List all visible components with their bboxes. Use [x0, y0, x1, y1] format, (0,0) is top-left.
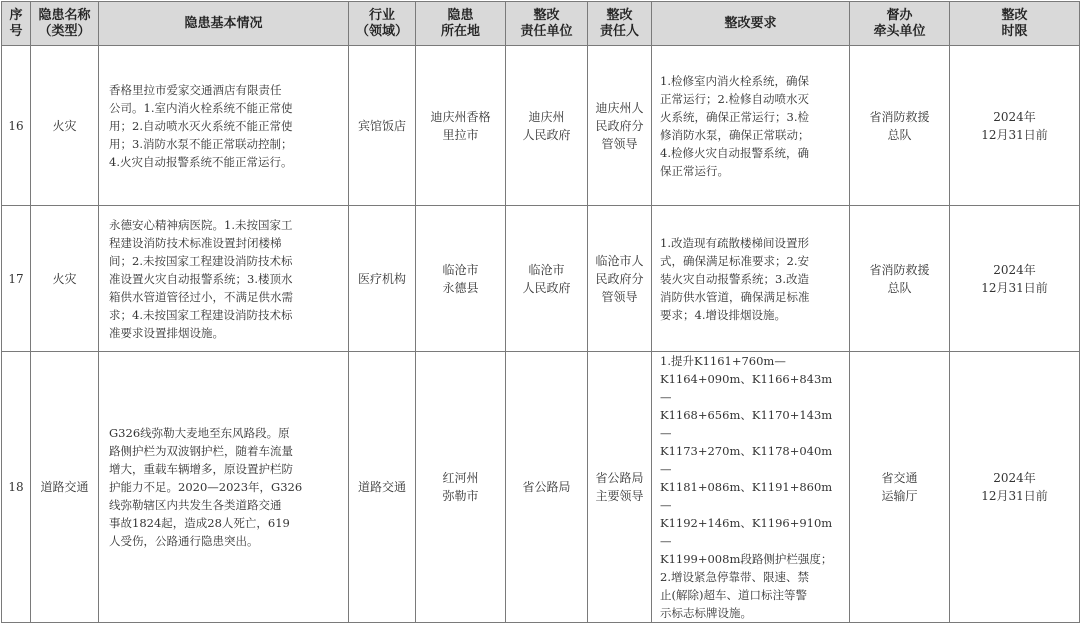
row-type-line: 火灾: [52, 118, 77, 133]
row-requirement: [652, 206, 850, 352]
row-deadline-line: 2024年: [993, 109, 1036, 124]
row-requirement-line: K1164+090m、K1166+843m—: [660, 372, 833, 404]
row-lead-line: 总队: [887, 280, 912, 295]
row-deadline-line: 12月31日前: [981, 127, 1048, 142]
row-type-line: 道路交通: [40, 480, 89, 494]
row-person-line: 主要领导: [595, 489, 644, 503]
header-deadline: [950, 2, 1080, 46]
header-line: 牵头单位: [873, 23, 926, 39]
row-unit: [506, 46, 588, 206]
row-lead-line: 总队: [887, 127, 912, 142]
row-location-line: 迪庆州香格: [430, 109, 491, 124]
row-requirement-line: 1.改造现有疏散楼梯间设置形: [660, 235, 809, 250]
row-person-line: 管领导: [601, 289, 638, 304]
row-person: [588, 46, 652, 206]
row-situation-line: 人受伤，公路通行隐患突出。: [109, 534, 259, 548]
header-lead: [850, 2, 950, 46]
row-unit-line: 省公路局: [522, 480, 571, 494]
table-row: [2, 352, 1080, 623]
row-person: [588, 352, 652, 623]
row-lead: [850, 352, 950, 623]
header-line: 序: [9, 7, 23, 23]
row-lead-line: 省消防救援: [869, 109, 930, 124]
header-line: 整改: [606, 7, 633, 23]
row-industry-line: 宾馆饭店: [357, 118, 406, 133]
row-person-line: 管领导: [601, 136, 638, 151]
header-line: （类型）: [38, 23, 91, 39]
row-situation-line: 事故1824起，造成28人死亡，619: [109, 516, 290, 530]
row-person-line: 临沧市人: [595, 253, 644, 268]
header-row: [2, 2, 1080, 46]
row-no: [2, 352, 31, 623]
row-location-line: 永德县: [442, 280, 479, 295]
row-location: [416, 46, 506, 206]
row-requirement-line: 1.检修室内消火栓系统，确保: [660, 73, 809, 88]
header-line: 责任单位: [520, 23, 573, 39]
row-lead-line: 运输厅: [881, 489, 918, 503]
row-person-line: 迪庆州人: [595, 100, 644, 115]
row-deadline-line: 2024年: [993, 262, 1036, 277]
row-situation-line: 公司。1.室内消火栓系统不能正常使: [109, 100, 293, 115]
row-deadline-line: 2024年: [993, 471, 1036, 485]
row-requirement-line: K1168+656m、K1170+143m—: [660, 408, 833, 440]
row-person-line: 省公路局: [595, 471, 644, 485]
hazard-table: [1, 1, 1080, 623]
row-unit: [506, 206, 588, 352]
row-deadline: [950, 352, 1080, 623]
row-industry: [349, 206, 416, 352]
header-line: 时限: [1001, 23, 1028, 39]
row-requirement-line: 式，确保满足标准要求；2.安: [660, 253, 809, 268]
row-type-line: 火灾: [52, 271, 77, 286]
row-situation-line: 永德安心精神病医院。1.未按国家工: [109, 217, 293, 232]
row-unit-line: 迪庆州: [528, 109, 565, 124]
row-type: [31, 352, 99, 623]
row-requirement-line: 2.增设紧急停靠带、限速、禁: [660, 570, 809, 584]
row-no: [2, 206, 31, 352]
row-requirement-line: 示标志标牌设施。: [660, 606, 752, 620]
row-situation-line: 准设置火灾自动报警系统；3.楼顶水: [109, 271, 293, 286]
row-unit-line: 人民政府: [522, 127, 571, 142]
header-person: [588, 2, 652, 46]
row-type: [31, 206, 99, 352]
header-line: 行业: [368, 7, 395, 23]
header-situation: [99, 2, 349, 46]
row-requirement-line: K1173+270m、K1178+040m—: [660, 444, 833, 476]
row-requirement-line: 保正常运行。: [660, 163, 729, 178]
row-requirement-line: K1181+086m、K1191+860m—: [660, 480, 833, 512]
row-person: [588, 206, 652, 352]
header-line: 隐患名称: [38, 7, 91, 23]
row-requirement-line: 止(解除)超车、道口标注等警: [660, 588, 807, 602]
row-deadline: [950, 46, 1080, 206]
row-industry-line: 道路交通: [357, 480, 406, 494]
header-location: [416, 2, 506, 46]
row-requirement-line: 1.提升K1161+760m—: [660, 354, 786, 368]
row-requirement-line: K1199+008m段路侧护栏强度；: [660, 552, 833, 566]
header-line: 督办: [886, 7, 913, 23]
row-situation-line: 路侧护栏为双波钢护栏，随着车流量: [109, 444, 293, 458]
row-person-line: 民政府分: [595, 118, 644, 133]
row-type: [31, 46, 99, 206]
header-line: 整改: [533, 7, 560, 23]
row-unit-line: 临沧市: [528, 262, 565, 277]
row-no-line: 18: [8, 480, 24, 494]
row-situation-line: 间；2.未按国家工程建设消防技术标: [109, 253, 293, 268]
row-requirement-line: 修消防水泵，确保正常联动；: [660, 127, 810, 142]
row-lead: [850, 206, 950, 352]
row-unit: [506, 352, 588, 623]
row-location-line: 红河州: [442, 471, 479, 485]
header-type: [31, 2, 99, 46]
row-requirement-line: 消防供水管道，确保满足标准: [660, 289, 810, 304]
table-row: [2, 46, 1080, 206]
row-location-line: 里拉市: [442, 127, 479, 142]
row-situation-line: 程建设消防技术标准设置封闭楼梯: [109, 235, 282, 250]
row-no-line: 17: [8, 271, 24, 286]
row-requirement-line: 火系统，确保正常运行；3.检: [660, 109, 809, 124]
row-situation-line: 护能力不足。2020—2023年，G326: [109, 480, 303, 494]
header-line: 整改: [1001, 7, 1028, 23]
row-situation-line: 增大，重载车辆增多，原设置护栏防: [109, 462, 293, 476]
row-situation-line: 用；2.自动喷水灭火系统不能正常使: [109, 118, 293, 133]
table-row: [2, 206, 1080, 352]
row-situation-line: 用；3.消防水泵不能正常联动控制；: [109, 136, 293, 151]
row-situation-line: 求；4.未按国家工程建设消防技术标: [109, 307, 293, 322]
header-requirement: [652, 2, 850, 46]
header-line: 整改要求: [724, 15, 777, 31]
row-industry: [349, 46, 416, 206]
header-unit: [506, 2, 588, 46]
row-deadline-line: 12月31日前: [981, 489, 1048, 503]
row-requirement-line: 4.检修火灾自动报警系统，确: [660, 145, 809, 160]
row-lead-line: 省消防救援: [869, 262, 930, 277]
row-unit-line: 人民政府: [522, 280, 571, 295]
row-requirement-line: 要求；4.增设排烟设施。: [660, 307, 786, 322]
header-line: （领域）: [355, 23, 408, 39]
row-lead: [850, 46, 950, 206]
row-requirement-line: K1192+146m、K1196+910m—: [660, 516, 833, 548]
header-industry: [349, 2, 416, 46]
row-deadline: [950, 206, 1080, 352]
row-industry-line: 医疗机构: [357, 271, 406, 286]
row-no-line: 16: [8, 118, 24, 133]
row-situation-line: 4.火灾自动报警系统不能正常运行。: [109, 154, 293, 169]
row-situation-line: 线弥勒辖区内共发生各类道路交通: [109, 498, 282, 512]
row-situation: [99, 352, 349, 623]
row-requirement-line: 正常运行；2.检修自动喷水灭: [660, 91, 809, 106]
header-line: 所在地: [440, 23, 480, 39]
row-industry: [349, 352, 416, 623]
row-lead-line: 省交通: [881, 471, 918, 485]
row-location-line: 临沧市: [442, 262, 479, 277]
header-no: [2, 2, 31, 46]
row-situation-line: 香格里拉市爱家交通酒店有限责任: [109, 82, 282, 97]
row-deadline-line: 12月31日前: [981, 280, 1048, 295]
header-line: 隐患基本情况: [184, 15, 263, 31]
header-line: 责任人: [599, 23, 639, 39]
row-requirement: [652, 46, 850, 206]
header-line: 号: [9, 23, 23, 39]
row-requirement: [652, 352, 850, 623]
row-situation: [99, 46, 349, 206]
row-situation-line: 箱供水管道管径过小，不满足供水需: [109, 289, 293, 304]
row-situation-line: G326线弥勒大麦地至东风路段。原: [109, 426, 290, 440]
row-person-line: 民政府分: [595, 271, 644, 286]
header-line: 隐患: [447, 7, 474, 23]
row-situation-line: 准要求设置排烟设施。: [109, 325, 224, 340]
row-location: [416, 352, 506, 623]
row-location: [416, 206, 506, 352]
row-situation: [99, 206, 349, 352]
row-no: [2, 46, 31, 206]
row-requirement-line: 装火灾自动报警系统；3.改造: [660, 271, 809, 286]
row-location-line: 弥勒市: [442, 489, 479, 503]
